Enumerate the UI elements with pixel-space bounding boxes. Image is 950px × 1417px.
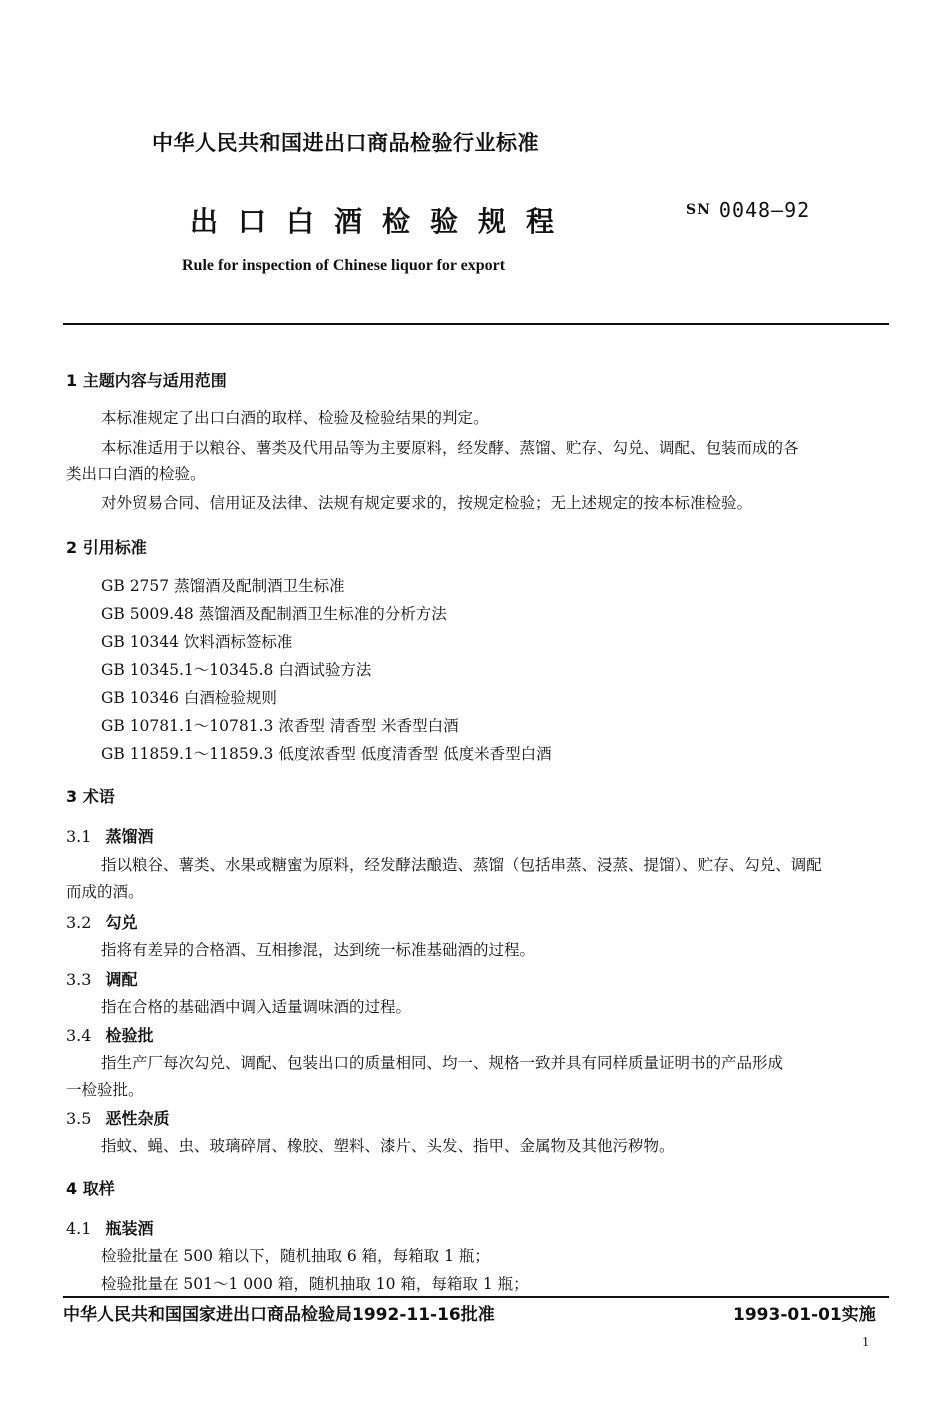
term-3-1-heading bbox=[66, 824, 153, 847]
term-name: 调配 bbox=[105, 970, 138, 989]
sampling-line-1: 检验批量在 500 箱以下，随机抽取 6 箱，每箱取 1 瓶； bbox=[101, 1247, 490, 1265]
subsection-number: 4.1 bbox=[66, 1219, 92, 1238]
term-name: 勾兑 bbox=[105, 913, 138, 932]
term-3-3-definition: 指在合格的基础酒中调入适量调味酒的过程。 bbox=[101, 998, 412, 1016]
page-number: 1 bbox=[862, 1335, 869, 1350]
term-number: 3.1 bbox=[66, 827, 92, 846]
section-2-heading: 2 引用标准 bbox=[66, 538, 147, 557]
term-number: 3.5 bbox=[66, 1109, 92, 1128]
section-4-heading: 4 取样 bbox=[66, 1179, 115, 1198]
term-number: 3.3 bbox=[66, 970, 92, 989]
term-3-5-heading bbox=[66, 1106, 169, 1129]
standard-code-number: 0048—92 bbox=[718, 198, 811, 222]
term-number: 3.4 bbox=[66, 1026, 92, 1045]
reference-item: GB 10346 白酒检验规则 bbox=[101, 689, 277, 707]
term-3-5-definition: 指蚊、蝇、虫、玻璃碎屑、橡胶、塑料、漆片、头发、指甲、金属物及其他污秽物。 bbox=[101, 1137, 675, 1155]
org-title: 中华人民共和国进出口商品检验行业标准 bbox=[152, 131, 539, 155]
standard-code-prefix: SN bbox=[686, 202, 711, 218]
term-3-3-heading bbox=[66, 967, 137, 990]
reference-item: GB 10345.1～10345.8 白酒试验方法 bbox=[101, 661, 372, 679]
term-name: 检验批 bbox=[105, 1026, 154, 1045]
reference-item: GB 5009.48 蒸馏酒及配制酒卫生标准的分析方法 bbox=[101, 605, 447, 623]
subsection-4-1-heading bbox=[66, 1216, 153, 1239]
reference-item: GB 2757 蒸馏酒及配制酒卫生标准 bbox=[101, 577, 345, 595]
reference-item: GB 10781.1～10781.3 浓香型 清香型 米香型白酒 bbox=[101, 717, 459, 735]
section-1-heading: 1 主题内容与适用范围 bbox=[66, 371, 227, 390]
term-number: 3.2 bbox=[66, 913, 92, 932]
term-name: 蒸馏酒 bbox=[105, 827, 154, 846]
subsection-name: 瓶装酒 bbox=[105, 1219, 154, 1238]
section-1-paragraph-3: 对外贸易合同、信用证及法律、法规有规定要求的，按规定检验；无上述规定的按本标准检验。 bbox=[101, 494, 753, 512]
term-3-4-definition-a: 指生产厂每次勾兑、调配、包装出口的质量相同、均一、规格一致并具有同样质量证明书的产品形成 bbox=[101, 1054, 784, 1072]
term-3-4-heading bbox=[66, 1023, 153, 1046]
term-name: 恶性杂质 bbox=[105, 1109, 170, 1128]
section-1-paragraph-2a: 本标准适用于以粮谷、薯类及代用品等为主要原料，经发酵、蒸馏、贮存、勾兑、调配、包装而成的各 bbox=[101, 439, 799, 457]
header-divider bbox=[63, 323, 889, 325]
footer-divider bbox=[63, 1296, 889, 1298]
section-1-paragraph-2b: 类出口白酒的检验。 bbox=[66, 465, 206, 483]
reference-item: GB 10344 饮料酒标签标准 bbox=[101, 633, 293, 651]
doc-title: 出口白酒检验规程 bbox=[190, 205, 575, 238]
term-3-1-definition-a: 指以粮谷、薯类、水果或糖蜜为原料，经发酵法酿造、蒸馏（包括串蒸、浸蒸、提馏）、贮存、勾兑、调配 bbox=[101, 856, 822, 874]
section-1-paragraph-1: 本标准规定了出口白酒的取样、检验及检验结果的判定。 bbox=[101, 409, 489, 427]
term-3-2-heading bbox=[66, 910, 137, 933]
term-3-2-definition: 指将有差异的合格酒、互相掺混，达到统一标准基础酒的过程。 bbox=[101, 941, 536, 959]
effective-date: 1993-01-01实施 bbox=[733, 1305, 876, 1325]
term-3-4-definition-b: 一检验批。 bbox=[66, 1081, 144, 1099]
approval-statement: 中华人民共和国国家进出口商品检验局1992-11-16批准 bbox=[63, 1305, 495, 1325]
english-title: Rule for inspection of Chinese liquor for export bbox=[182, 257, 506, 274]
sampling-line-2: 检验批量在 501～1 000 箱，随机抽取 10 箱，每箱取 1 瓶； bbox=[101, 1275, 529, 1293]
standard-code bbox=[686, 198, 810, 222]
section-3-heading: 3 术语 bbox=[66, 787, 115, 806]
term-3-1-definition-b: 而成的酒。 bbox=[66, 883, 144, 901]
reference-item: GB 11859.1～11859.3 低度浓香型 低度清香型 低度米香型白酒 bbox=[101, 745, 552, 763]
